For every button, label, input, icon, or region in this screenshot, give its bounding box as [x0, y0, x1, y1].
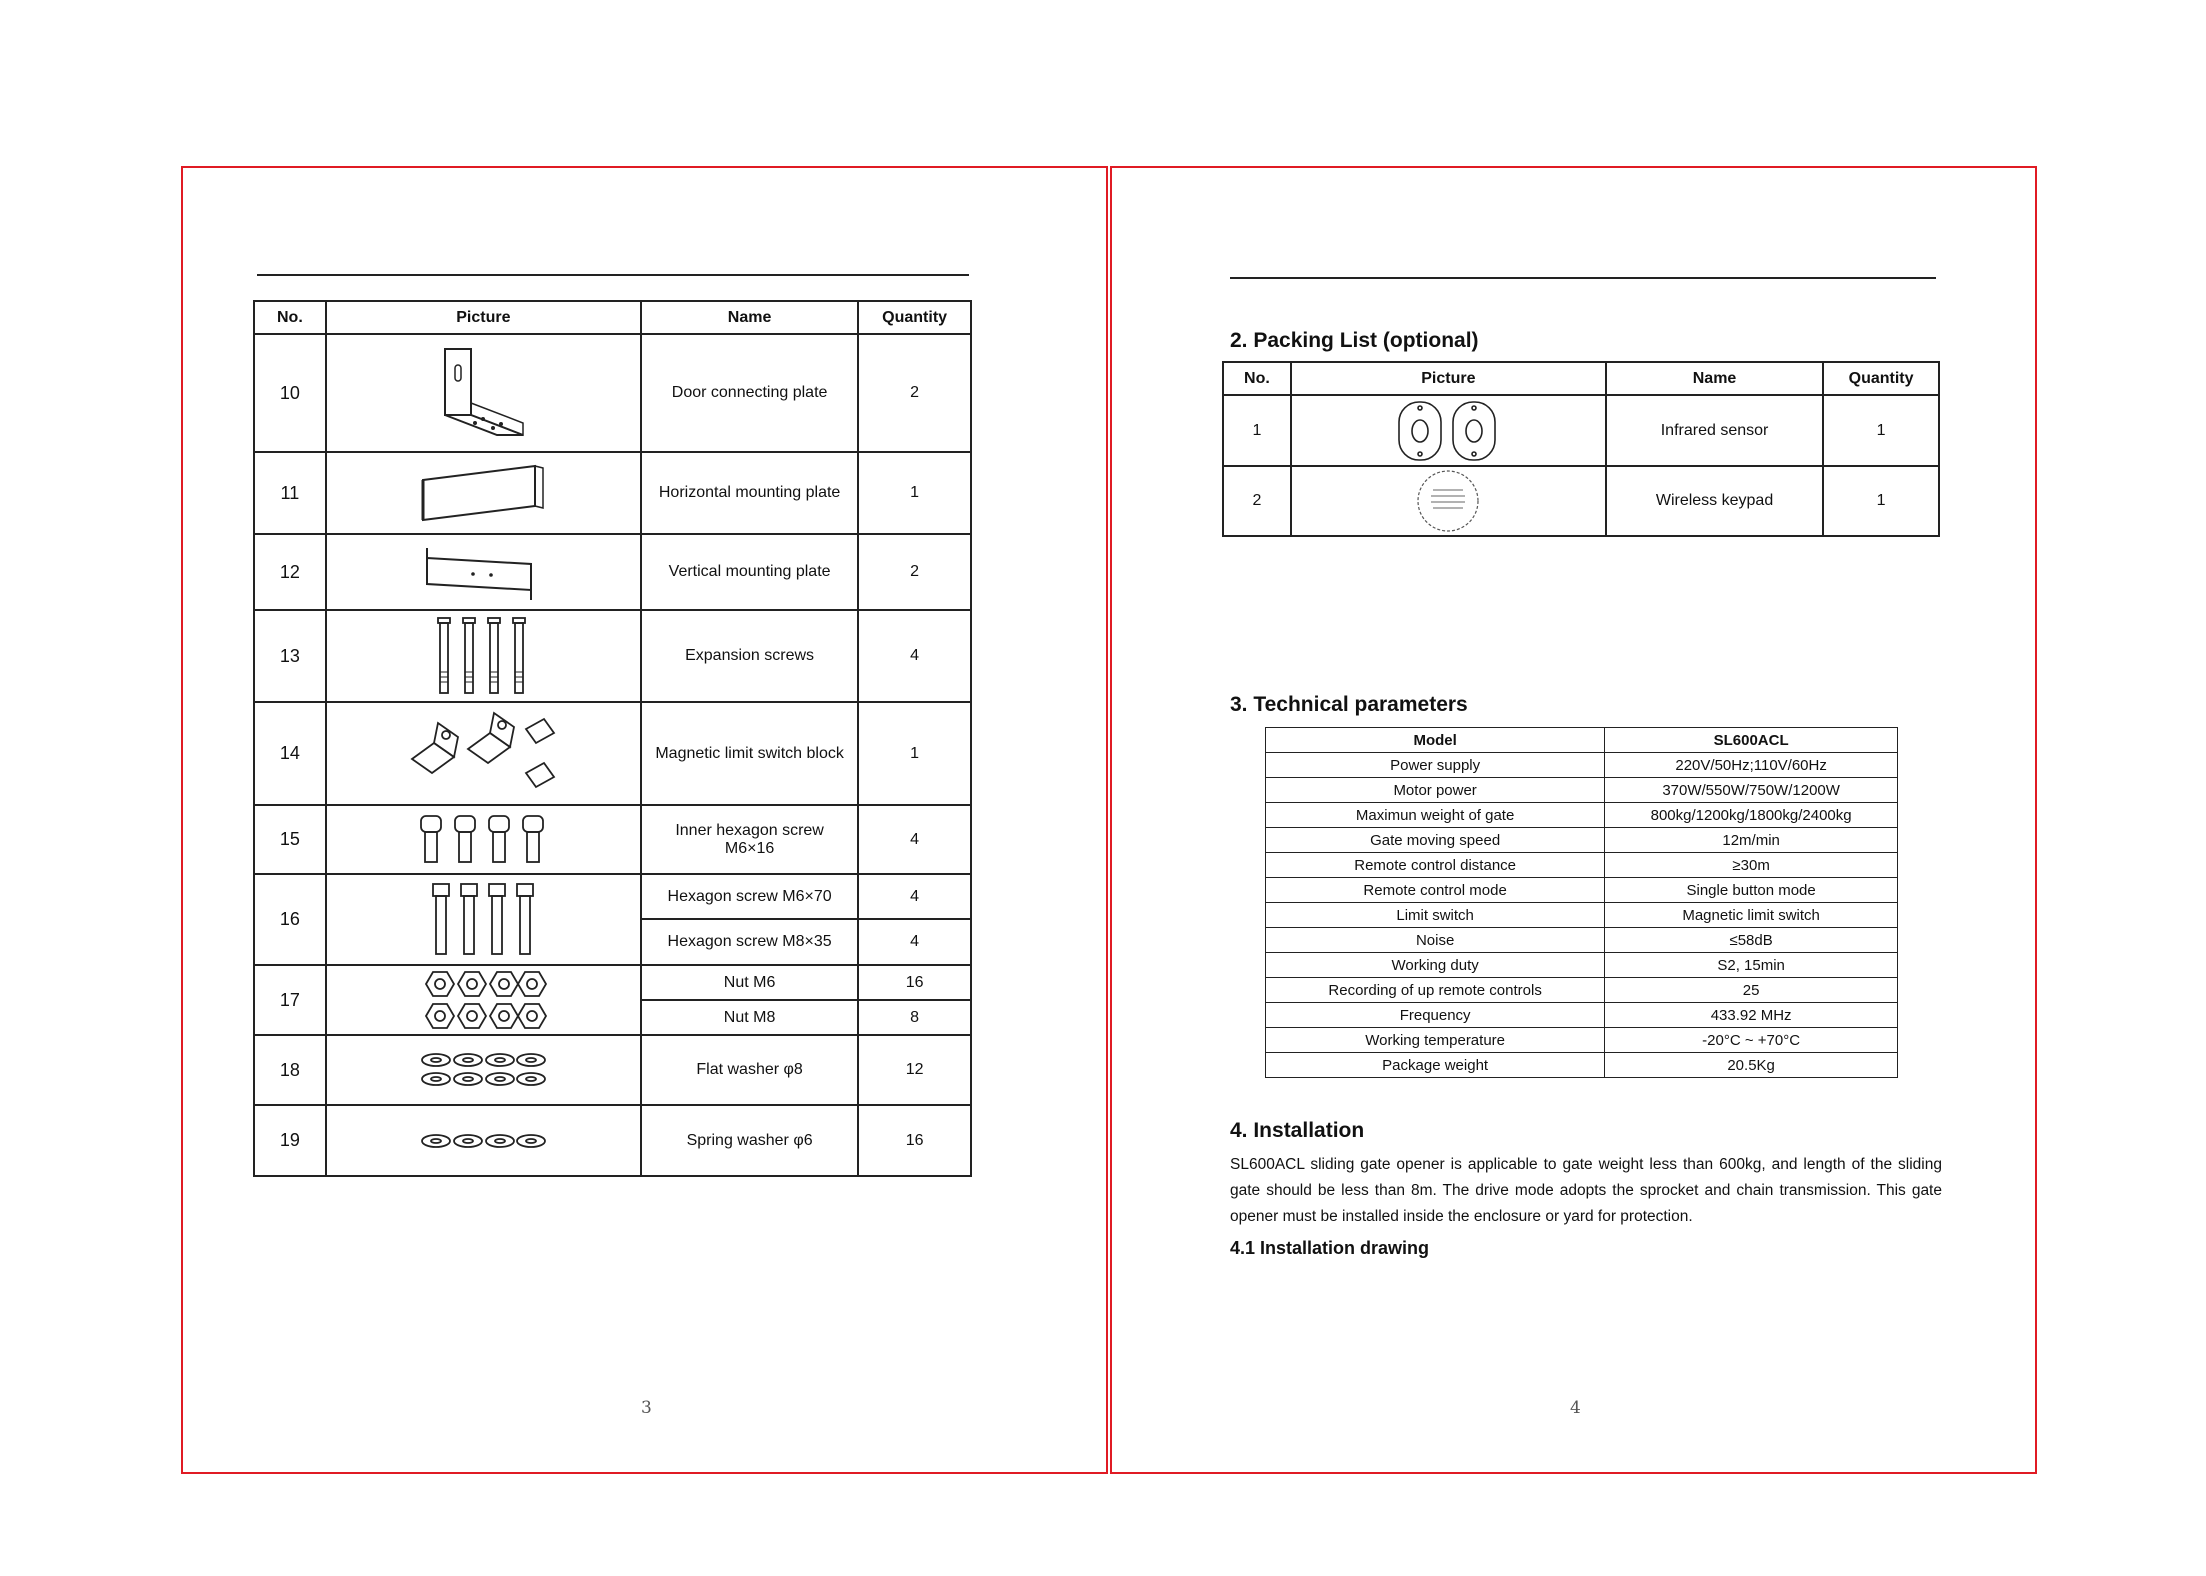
item-name: Door connecting plate	[641, 334, 858, 452]
header-rule	[1230, 277, 1936, 279]
parameter-value: ≥30m	[1605, 853, 1898, 878]
magnetic-limit-switch-block-icon	[326, 702, 641, 805]
item-name: Flat washer φ8	[641, 1035, 858, 1105]
parameter-value: 433.92 MHz	[1605, 1003, 1898, 1028]
column-header-name: Name	[641, 301, 858, 334]
item-quantity: 1	[1823, 466, 1939, 536]
tech-row	[1266, 978, 1898, 1003]
item-quantity: 2	[858, 334, 971, 452]
table-row	[254, 1105, 971, 1176]
item-name: Hexagon screw M6×70	[641, 874, 858, 919]
item-quantity: 16	[858, 1105, 971, 1176]
item-name-line2: M6×16	[724, 839, 775, 857]
tech-row	[1266, 803, 1898, 828]
column-header-picture: Picture	[1291, 362, 1606, 395]
item-name: Spring washer φ6	[641, 1105, 858, 1176]
tech-row	[1266, 1028, 1898, 1053]
table-header-row	[1223, 362, 1939, 395]
spring-washers-icon	[326, 1105, 641, 1176]
row-number: 14	[254, 702, 326, 805]
item-name	[641, 805, 858, 874]
row-number: 10	[254, 334, 326, 452]
table-row	[254, 534, 971, 610]
item-quantity: 8	[858, 1000, 971, 1035]
table-row	[254, 965, 971, 1000]
row-number: 13	[254, 610, 326, 702]
parameter-label: Frequency	[1266, 1003, 1605, 1028]
parameter-label: Power supply	[1266, 753, 1605, 778]
parameter-value: 220V/50Hz;110V/60Hz	[1605, 753, 1898, 778]
row-number: 2	[1223, 466, 1291, 536]
row-number: 11	[254, 452, 326, 534]
nuts-icon	[326, 965, 641, 1035]
header-rule	[257, 274, 969, 276]
page-number: 4	[1570, 1398, 1581, 1418]
row-number: 12	[254, 534, 326, 610]
table-header-row	[254, 301, 971, 334]
tech-row	[1266, 953, 1898, 978]
inner-hexagon-screw-icon	[326, 805, 641, 874]
parameter-label: Noise	[1266, 928, 1605, 953]
parameter-label: Motor power	[1266, 778, 1605, 803]
parameter-value: Magnetic limit switch	[1605, 903, 1898, 928]
parameter-value: 25	[1605, 978, 1898, 1003]
table-row	[254, 805, 971, 874]
item-name: Horizontal mounting plate	[641, 452, 858, 534]
column-header-quantity: Quantity	[858, 301, 971, 334]
table-row	[254, 334, 971, 452]
parts-table	[253, 300, 972, 1177]
tech-row	[1266, 853, 1898, 878]
item-quantity: 16	[858, 965, 971, 1000]
tech-row	[1266, 1053, 1898, 1078]
parameter-label: Remote control distance	[1266, 853, 1605, 878]
column-header-picture: Picture	[326, 301, 641, 334]
installation-heading: 4. Installation	[1230, 1119, 1365, 1142]
table-row	[1223, 466, 1939, 536]
tech-row	[1266, 753, 1898, 778]
parameter-label: Package weight	[1266, 1053, 1605, 1078]
item-name: Wireless keypad	[1606, 466, 1823, 536]
technical-parameters-heading: 3. Technical parameters	[1230, 693, 1468, 716]
item-name-line1: Inner hexagon screw	[675, 821, 824, 839]
row-number: 16	[254, 874, 326, 965]
parameter-label: Maximun weight of gate	[1266, 803, 1605, 828]
tech-row	[1266, 928, 1898, 953]
tech-row	[1266, 778, 1898, 803]
left-page	[181, 166, 1108, 1474]
packing-list-heading: 2. Packing List (optional)	[1230, 329, 1479, 352]
parameter-value: Single button mode	[1605, 878, 1898, 903]
installation-paragraph: SL600ACL sliding gate opener is applicable to gate weight less than 600kg, and length of the sliding gate should be less than 8m. The drive mode adopts the sprocket and chain transmission. This gate opener must be installed inside the enclosure or yard for protection.	[1230, 1156, 1942, 1225]
parameter-label: Gate moving speed	[1266, 828, 1605, 853]
parameter-value: SL600ACL	[1605, 728, 1898, 753]
row-number: 15	[254, 805, 326, 874]
table-row	[254, 1035, 971, 1105]
row-number: 17	[254, 965, 326, 1035]
tech-header-row	[1266, 728, 1898, 753]
item-name: Expansion screws	[641, 610, 858, 702]
parameter-value: S2, 15min	[1605, 953, 1898, 978]
table-row	[1223, 395, 1939, 466]
parameter-value: 800kg/1200kg/1800kg/2400kg	[1605, 803, 1898, 828]
column-header-name: Name	[1606, 362, 1823, 395]
item-quantity: 12	[858, 1035, 971, 1105]
table-row	[254, 874, 971, 919]
packing-list-table	[1222, 361, 1940, 537]
parameter-value: ≤58dB	[1605, 928, 1898, 953]
parameter-value: 20.5Kg	[1605, 1053, 1898, 1078]
tech-row	[1266, 1003, 1898, 1028]
item-quantity: 1	[858, 702, 971, 805]
parameter-label: Recording of up remote controls	[1266, 978, 1605, 1003]
door-connecting-plate-icon	[326, 334, 641, 452]
parameter-value: 12m/min	[1605, 828, 1898, 853]
item-name: Hexagon screw M8×35	[641, 919, 858, 965]
item-quantity: 4	[858, 610, 971, 702]
tech-row	[1266, 828, 1898, 853]
parameter-label: Working temperature	[1266, 1028, 1605, 1053]
item-name: Magnetic limit switch block	[641, 702, 858, 805]
horizontal-mounting-plate-icon	[326, 452, 641, 534]
parameter-label: Remote control mode	[1266, 878, 1605, 903]
item-name: Infrared sensor	[1606, 395, 1823, 466]
item-name: Nut M6	[641, 965, 858, 1000]
item-quantity: 2	[858, 534, 971, 610]
item-quantity: 4	[858, 919, 971, 965]
column-header-no: No.	[1223, 362, 1291, 395]
item-name: Nut M8	[641, 1000, 858, 1035]
flat-washers-icon	[326, 1035, 641, 1105]
tech-row	[1266, 903, 1898, 928]
row-number: 19	[254, 1105, 326, 1176]
item-name: Vertical mounting plate	[641, 534, 858, 610]
tech-row	[1266, 878, 1898, 903]
item-quantity: 1	[858, 452, 971, 534]
table-row	[254, 610, 971, 702]
item-quantity: 4	[858, 874, 971, 919]
parameter-value: -20°C ~ +70°C	[1605, 1028, 1898, 1053]
hexagon-screws-icon	[326, 874, 641, 965]
table-row	[254, 452, 971, 534]
row-number: 18	[254, 1035, 326, 1105]
column-header-no: No.	[254, 301, 326, 334]
vertical-mounting-plate-icon	[326, 534, 641, 610]
infrared-sensor-icon	[1291, 395, 1606, 466]
parameter-label: Working duty	[1266, 953, 1605, 978]
parameter-label: Model	[1266, 728, 1605, 753]
item-quantity: 4	[858, 805, 971, 874]
page-number: 3	[641, 1398, 652, 1418]
item-quantity: 1	[1823, 395, 1939, 466]
technical-parameters-table	[1265, 727, 1898, 1078]
table-row	[254, 702, 971, 805]
right-page	[1110, 166, 2037, 1474]
wireless-keypad-icon	[1291, 466, 1606, 536]
parameter-value: 370W/550W/750W/1200W	[1605, 778, 1898, 803]
column-header-quantity: Quantity	[1823, 362, 1939, 395]
installation-drawing-heading: 4.1 Installation drawing	[1230, 1238, 1430, 1258]
expansion-screws-icon	[326, 610, 641, 702]
row-number: 1	[1223, 395, 1291, 466]
parameter-label: Limit switch	[1266, 903, 1605, 928]
